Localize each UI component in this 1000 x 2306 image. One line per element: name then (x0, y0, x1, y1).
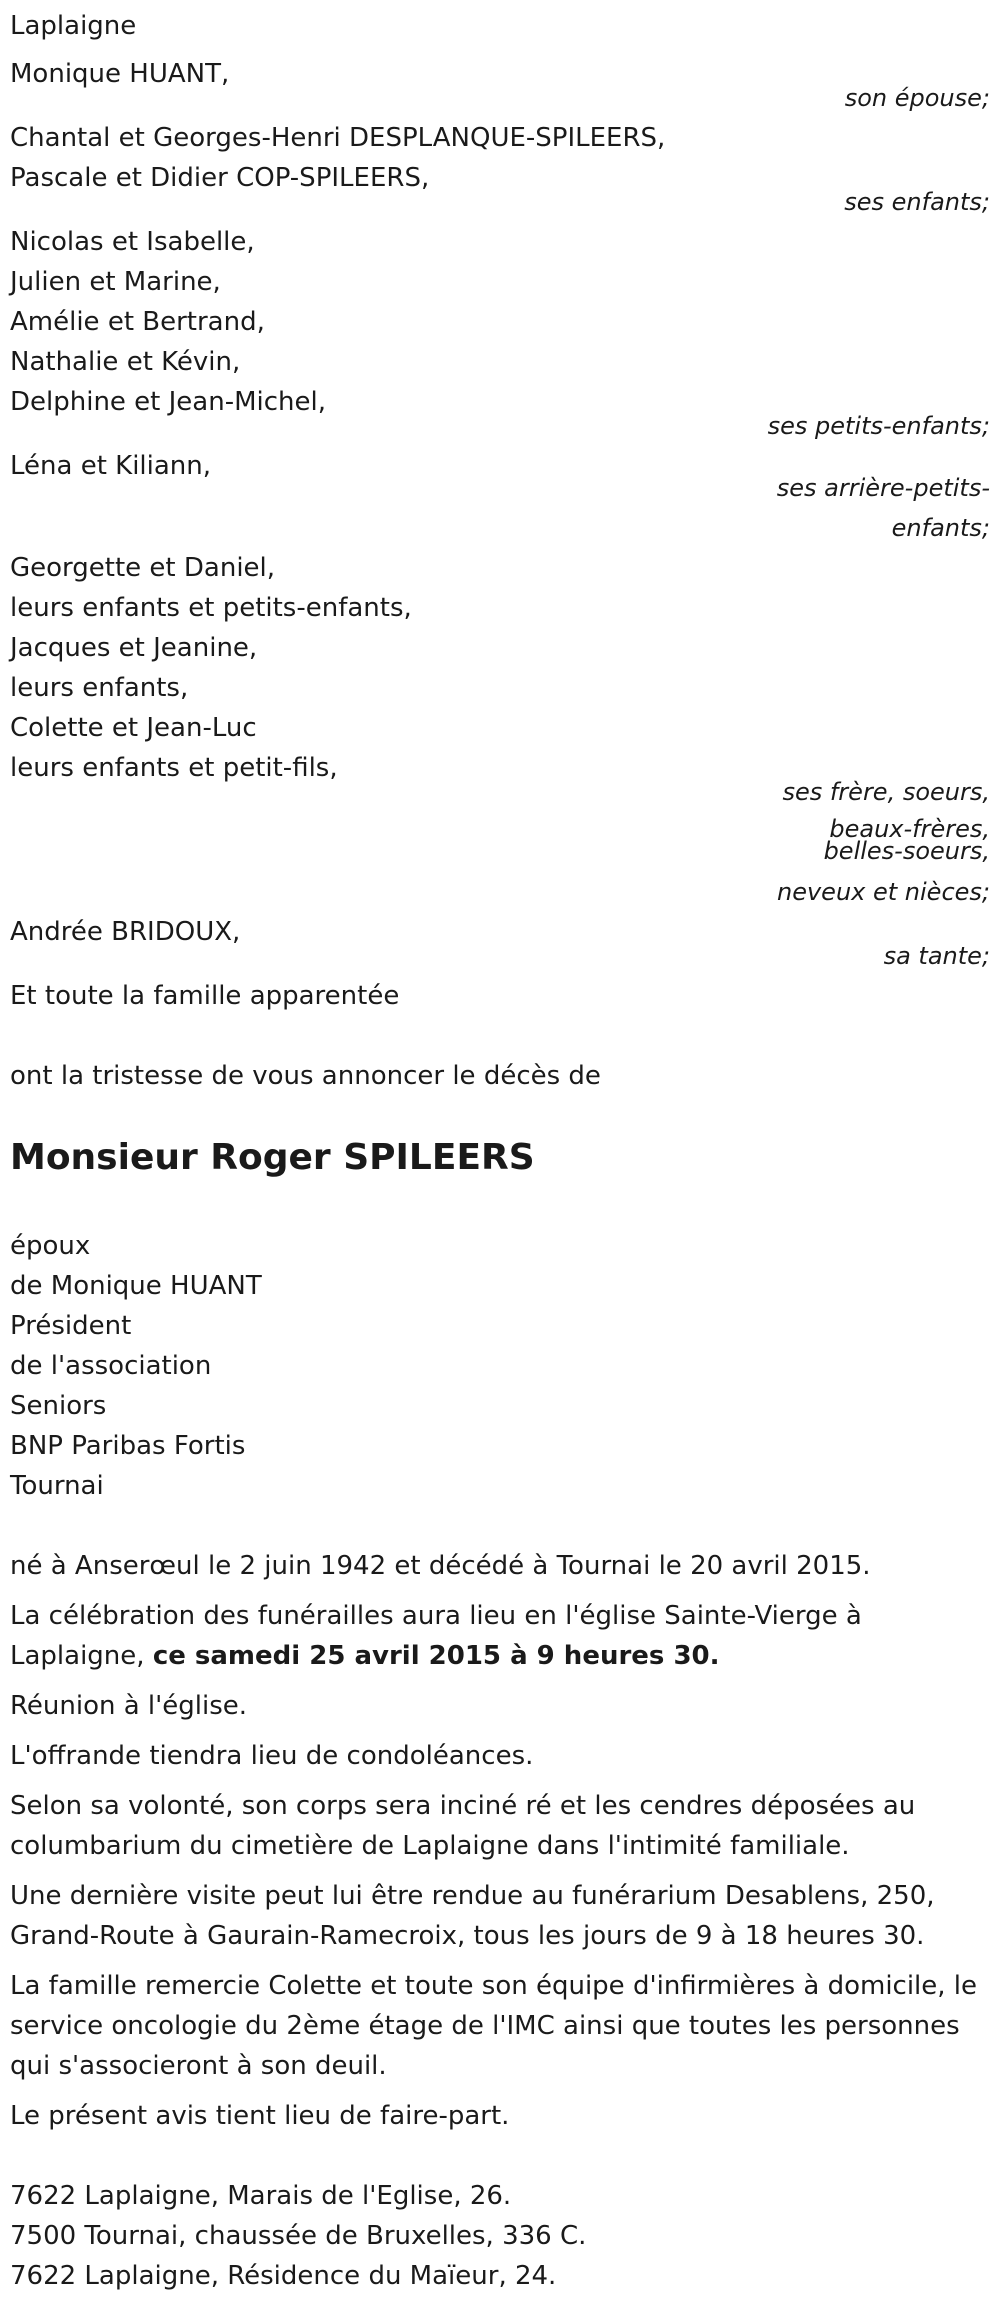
grandchildren-line: Nathalie et Kévin, (10, 347, 241, 377)
extended-family: Et toute la famille apparentée (10, 981, 400, 1011)
deceased-name: Monsieur Roger SPILEERS (10, 1137, 535, 1178)
spouse-name: Monique HUANT, (10, 59, 230, 89)
aunt-name: Andrée BRIDOUX, (10, 917, 241, 947)
funeral-text: La célébration des funérailles aura lieu en l'église Sainte-Vierge à Laplaigne, (10, 1601, 862, 1671)
children-line: Pascale et Didier COP-SPILEERS, (10, 163, 430, 193)
siblings-role: neveux et nièces; (777, 878, 990, 906)
deceased-detail: BNP Paribas Fortis (10, 1431, 246, 1461)
siblings-line: leurs enfants et petits-enfants, (10, 593, 412, 623)
meeting-paragraph: Réunion à l'église. (10, 1691, 248, 1721)
deceased-detail: de Monique HUANT (10, 1271, 262, 1301)
address-line: 7622 Laplaigne, Marais de l'Eglise, 26. (10, 2181, 512, 2211)
visit-paragraph: Une dernière visite peut lui être rendue au funérarium Desablens, 250, Grand-Route à Gaurain-Ramecroix, tous les jours de 9 à 18 heures 30. (10, 1881, 935, 1951)
village-name: Laplaigne (10, 11, 137, 41)
aunt-role: sa tante; (883, 942, 990, 970)
grandchildren-line: Delphine et Jean-Michel, (10, 387, 327, 417)
funeral-date: ce samedi 25 avril 2015 à 9 heures 30. (152, 1641, 720, 1671)
great-grandchildren-role: enfants; (891, 514, 990, 542)
deceased-detail: Tournai (10, 1471, 104, 1501)
siblings-role: beaux-frères, (829, 815, 990, 843)
great-grandchildren-line: Léna et Kiliann, (10, 451, 212, 481)
deceased-detail: Seniors (10, 1391, 107, 1421)
great-grandchildren-role: ses arrière-petits- (776, 474, 990, 502)
siblings-role: ses frère, soeurs, (782, 778, 990, 806)
funeral-paragraph (10, 1596, 985, 1676)
grandchildren-line: Julien et Marine, (10, 267, 221, 297)
birth-death-paragraph: né à Anserœul le 2 juin 1942 et décédé à Tournai le 20 avril 2015. (10, 1551, 871, 1581)
grandchildren-line: Nicolas et Isabelle, (10, 227, 255, 257)
address-line: 7622 Laplaigne, Résidence du Maïeur, 24. (10, 2261, 557, 2291)
siblings-line: Georgette et Daniel, (10, 553, 276, 583)
deceased-detail: Président (10, 1311, 132, 1341)
cremation-paragraph: Selon sa volonté, son corps sera inciné ré et les cendres déposées au columbarium du cimetière de Laplaigne dans l'intimité familiale. (10, 1791, 916, 1861)
siblings-line: leurs enfants et petit-fils, (10, 753, 338, 783)
siblings-line: Colette et Jean-Luc (10, 713, 257, 743)
spouse-role: son épouse; (844, 84, 990, 112)
notice-paragraph: Le présent avis tient lieu de faire-part. (10, 2101, 510, 2131)
address-line: 7500 Tournai, chaussée de Bruxelles, 336 C. (10, 2221, 587, 2251)
grandchildren-line: Amélie et Bertrand, (10, 307, 265, 337)
announcement-text: ont la tristesse de vous annoncer le décès de (10, 1061, 601, 1091)
deceased-detail: époux (10, 1231, 91, 1261)
siblings-line: leurs enfants, (10, 673, 189, 703)
grandchildren-role: ses petits-enfants; (767, 412, 990, 440)
siblings-role: belles-soeurs, (823, 837, 990, 865)
thanks-paragraph: La famille remercie Colette et toute son équipe d'infirmières à domicile, le service oncologie du 2ème étage de l'IMC ainsi que toutes les personnes qui s'associeront à son deuil. (10, 1971, 978, 2081)
deceased-detail: de l'association (10, 1351, 212, 1381)
siblings-line: Jacques et Jeanine, (10, 633, 258, 663)
children-role: ses enfants; (844, 188, 990, 216)
children-line: Chantal et Georges-Henri DESPLANQUE-SPILEERS, (10, 123, 666, 153)
offering-paragraph: L'offrande tiendra lieu de condoléances. (10, 1741, 534, 1771)
